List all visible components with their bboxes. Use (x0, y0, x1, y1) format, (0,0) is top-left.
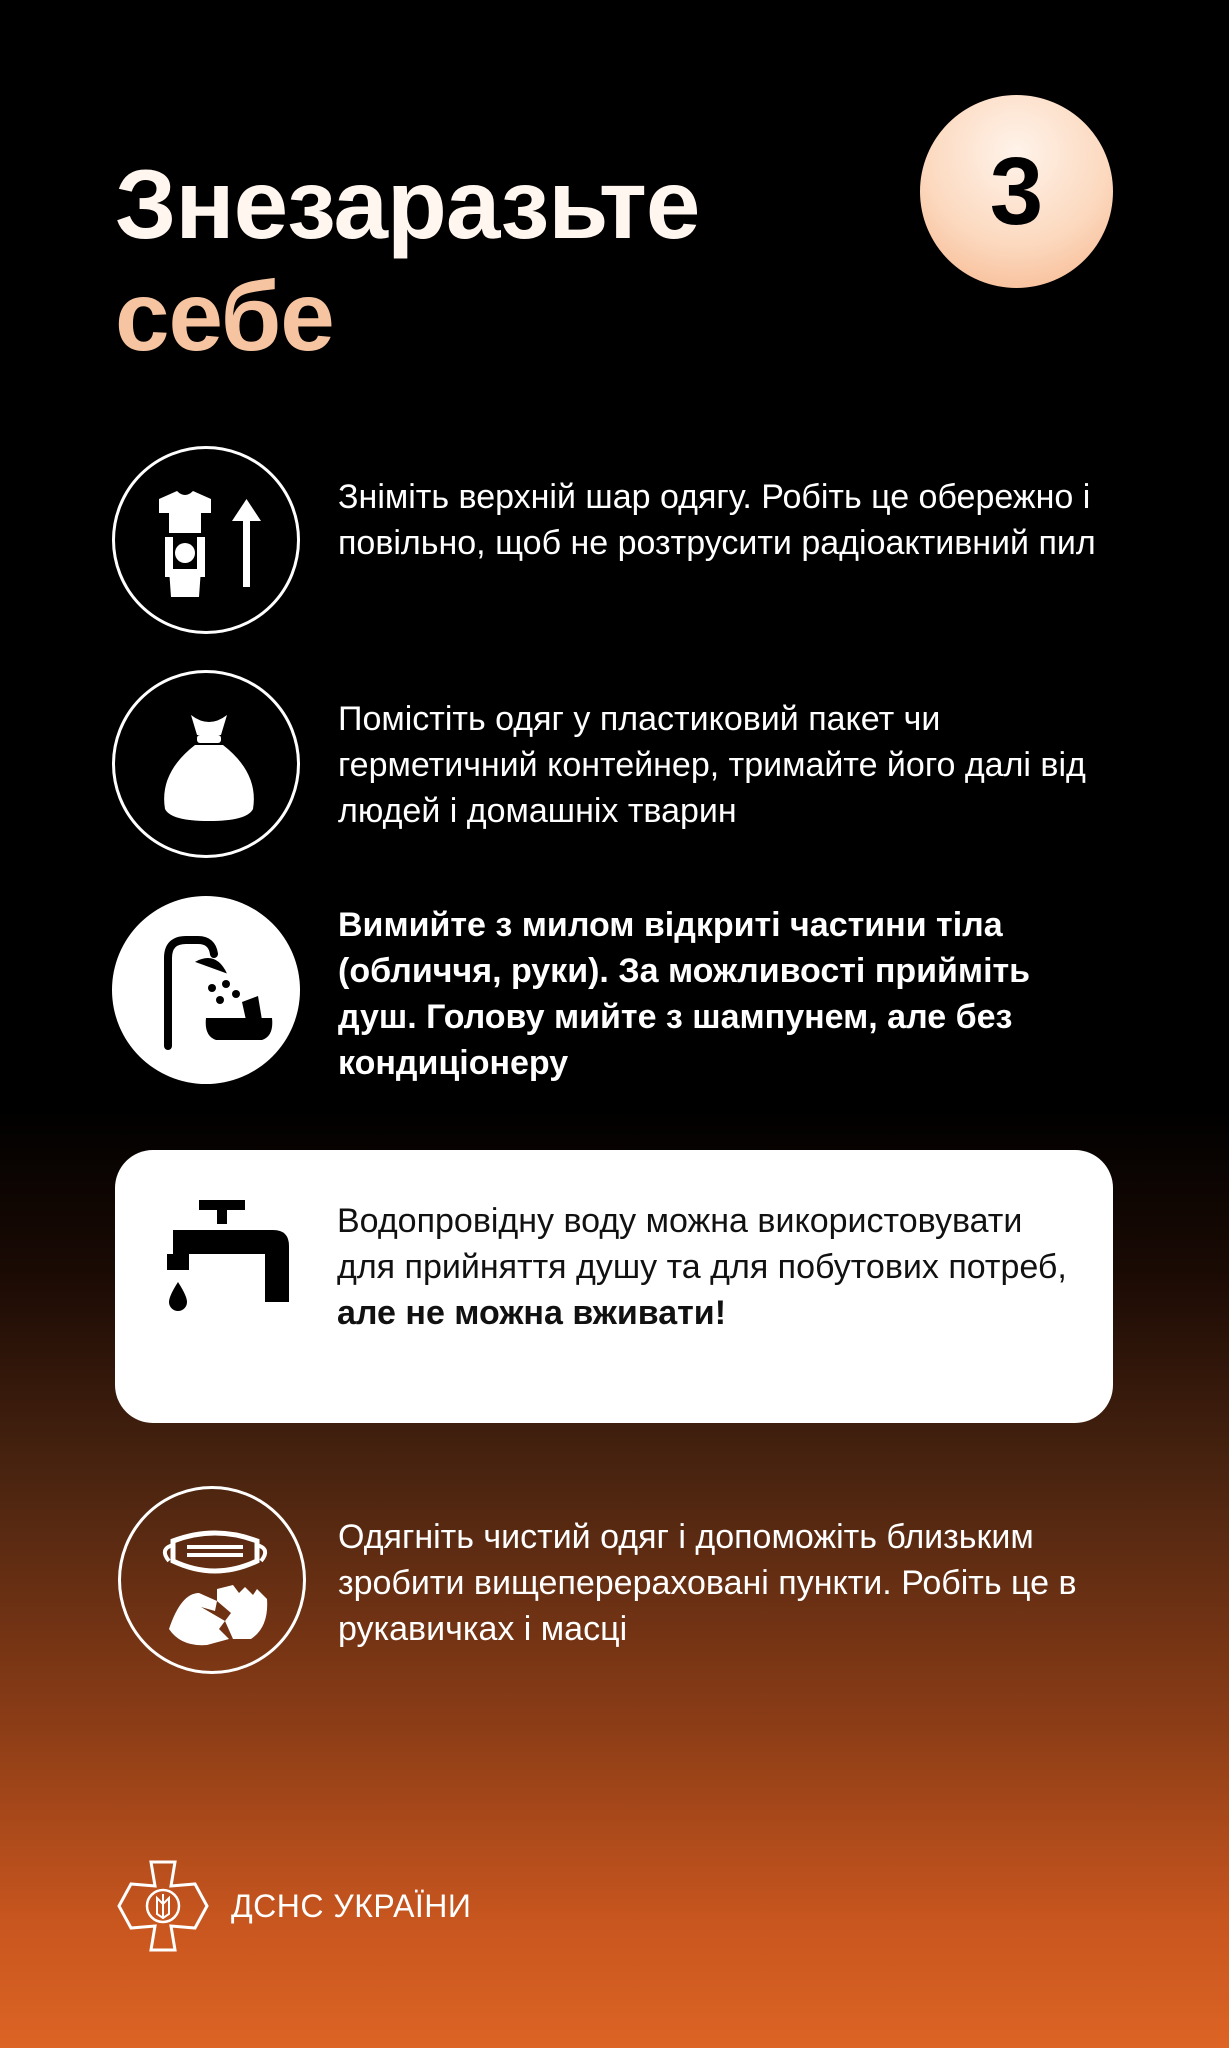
step-5-text: Одягніть чистий одяг і допоможіть близьким зробити вищеперераховані пункти. Робіть це в рукавичках і масці (338, 1518, 1077, 1648)
water-notice-warning: але не можна вживати! (337, 1294, 727, 1332)
page-title (115, 148, 699, 372)
org-name: ДСНС УКРАЇНИ (231, 1887, 472, 1924)
step-number-badge: 3 (920, 95, 1113, 288)
step-3-text: Вимийте з милом відкриті частини тіла (обличчя, руки). За можливості прийміть душ. Голову мийте з шампунем, але без кондиціонеру (338, 906, 1031, 1082)
mask-gloves-icon (118, 1486, 306, 1674)
water-notice-regular: Водопровідну воду можна використовувати для прийняття душу та для побутових потреб, (337, 1202, 1067, 1286)
undress-clothes-icon (112, 446, 300, 634)
title-line-2: себе (115, 261, 334, 371)
step-2-text: Помістіть одяг у пластиковий пакет чи герметичний контейнер, тримайте його далі від людей і домашніх тварин (338, 700, 1086, 830)
shower-soap-icon (112, 896, 300, 1084)
water-notice-text (337, 1198, 1077, 1336)
title-line-1: Знезаразьте (115, 149, 700, 259)
water-tap-icon (155, 1190, 305, 1380)
step-1-text: Зніміть верхній шар одягу. Робіть це обережно і повільно, щоб не розтрусити радіоактивний пил (338, 478, 1096, 562)
dsns-emblem-icon (115, 1858, 211, 1954)
water-notice-card (115, 1150, 1113, 1423)
footer (115, 1858, 471, 1954)
bag-icon (112, 670, 300, 858)
